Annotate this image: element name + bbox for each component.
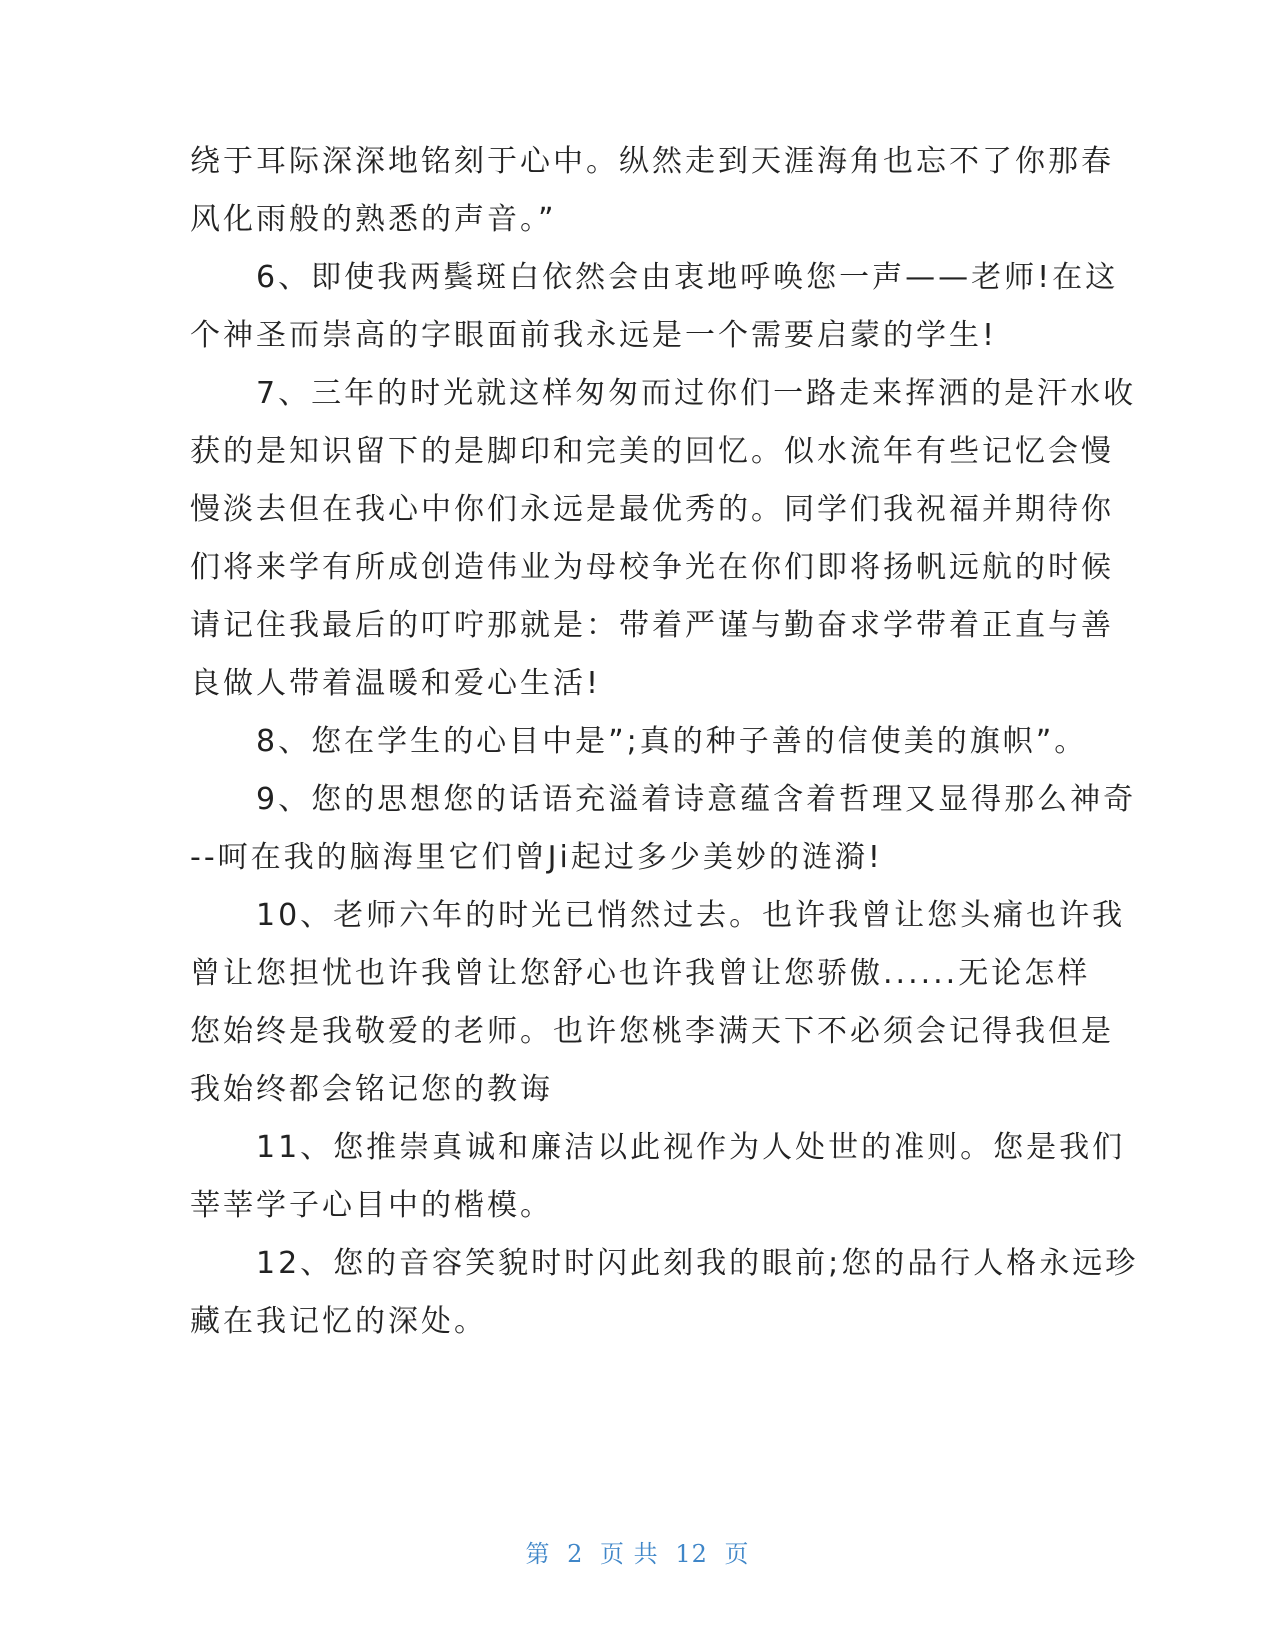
current-page-number: 2: [567, 1540, 584, 1568]
total-page-count: 12: [675, 1540, 708, 1568]
text-line: 8、您在学生的心目中是”;真的种子善的信使美的旗帜”。: [190, 724, 1088, 759]
text-line: 10、老师六年的时光已悄然过去。也许我曾让您头痛也许我: [190, 898, 1126, 933]
footer-prefix: 第: [525, 1540, 551, 1568]
text-line: 9、您的思想您的话语充溢着诗意蕴含着哲理又显得那么神奇: [190, 782, 1137, 817]
text-line: 6、即使我两鬓斑白依然会由衷地呼唤您一声——老师!在这: [190, 260, 1119, 295]
text-line: 良做人带着温暖和爱心生活!: [190, 666, 602, 701]
text-line: 请记住我最后的叮咛那就是：带着严谨与勤奋求学带着正直与善: [190, 608, 1114, 643]
text-line: 您始终是我敬爱的老师。也许您桃李满天下不必须会记得我但是: [190, 1014, 1114, 1049]
text-line: 们将来学有所成创造伟业为母校争光在你们即将扬帆远航的时候: [190, 550, 1114, 585]
text-line: 慢淡去但在我心中你们永远是最优秀的。同学们我祝福并期待你: [190, 492, 1114, 527]
text-line: 个神圣而崇高的字眼面前我永远是一个需要启蒙的学生!: [190, 318, 998, 353]
text-line: 曾让您担忧也许我曾让您舒心也许我曾让您骄傲......无论怎样: [190, 956, 1091, 991]
text-line: 7、三年的时光就这样匆匆而过你们一路走来挥洒的是汗水收: [190, 376, 1137, 411]
text-line: 风化雨般的熟悉的声音。”: [190, 202, 557, 237]
footer-mid: 页 共: [600, 1540, 659, 1568]
text-line: 11、您推崇真诚和廉洁以此视作为人处世的准则。您是我们: [190, 1130, 1126, 1165]
text-line: 藏在我记忆的深处。: [190, 1304, 487, 1339]
footer-suffix: 页: [724, 1540, 750, 1568]
text-line: 绕于耳际深深地铭刻于心中。纵然走到天涯海角也忘不了你那春: [190, 144, 1114, 179]
page-footer: [0, 1538, 1275, 1570]
text-line: 莘莘学子心目中的楷模。: [190, 1188, 553, 1223]
text-line: 我始终都会铭记您的教诲: [190, 1072, 553, 1107]
text-line: 12、您的音容笑貌时时闪此刻我的眼前;您的品行人格永远珍: [190, 1246, 1139, 1281]
text-line: --呵在我的脑海里它们曾Ji起过多少美妙的涟漪!: [190, 840, 883, 875]
text-line: 获的是知识留下的是脚印和完美的回忆。似水流年有些记忆会慢: [190, 434, 1114, 469]
